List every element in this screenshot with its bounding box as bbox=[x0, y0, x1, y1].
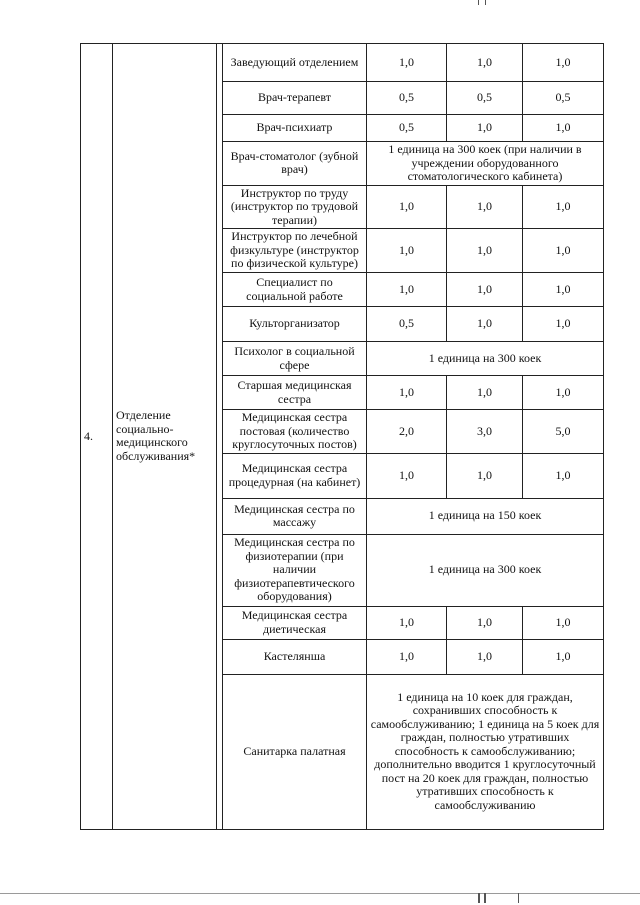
value-cell: 1,0 bbox=[447, 453, 523, 498]
department-name bbox=[113, 44, 217, 830]
value-cell: 1,0 bbox=[367, 606, 447, 639]
value-cell: 1,0 bbox=[523, 307, 604, 342]
position-cell: Врач-стоматолог (зубной врач) bbox=[223, 142, 367, 186]
value-cell: 1,0 bbox=[523, 453, 604, 498]
value-cell: 1,0 bbox=[367, 185, 447, 229]
value-cell: 5,0 bbox=[523, 410, 604, 454]
value-cell: 1,0 bbox=[523, 606, 604, 639]
value-cell: 0,5 bbox=[447, 82, 523, 115]
position-cell: Медицинская сестра постовая (количество круглосуточных постов) bbox=[223, 410, 367, 454]
position-cell: Инструктор по лечебной физкультуре (инструктор по физической культуре) bbox=[223, 229, 367, 273]
scan-mark-top bbox=[478, 0, 479, 5]
value-cell: 1,0 bbox=[447, 307, 523, 342]
note-cell: 1 единица на 300 коек bbox=[367, 534, 604, 606]
value-cell: 1,0 bbox=[523, 185, 604, 229]
value-cell: 1,0 bbox=[447, 606, 523, 639]
position-cell: Медицинская сестра диетическая bbox=[223, 606, 367, 639]
scan-mark-bottom-3 bbox=[518, 893, 519, 903]
position-cell: Культорганизатор bbox=[223, 307, 367, 342]
note-cell: 1 единица на 300 коек (при наличии в учреждении оборудованного стоматологического кабинета) bbox=[367, 142, 604, 186]
department-label: Отделение социально- медицинского обслуживания* bbox=[116, 408, 196, 463]
value-cell: 0,5 bbox=[367, 115, 447, 142]
position-cell: Специалист по социальной работе bbox=[223, 273, 367, 307]
scan-mark-bottom-2 bbox=[484, 893, 486, 903]
position-cell: Врач-терапевт bbox=[223, 82, 367, 115]
value-cell: 3,0 bbox=[447, 410, 523, 454]
value-cell: 1,0 bbox=[447, 229, 523, 273]
value-cell: 1,0 bbox=[367, 453, 447, 498]
value-cell: 1,0 bbox=[447, 273, 523, 307]
position-cell: Заведующий отделением bbox=[223, 44, 367, 82]
position-cell: Психолог в социальной сфере bbox=[223, 342, 367, 376]
position-cell: Медицинская сестра по физиотерапии (при наличии физиотерапевтического оборудования) bbox=[223, 534, 367, 606]
position-cell: Медицинская сестра по массажу bbox=[223, 498, 367, 534]
value-cell: 1,0 bbox=[447, 44, 523, 82]
value-cell: 0,5 bbox=[367, 307, 447, 342]
position-cell: Старшая медицинская сестра bbox=[223, 376, 367, 410]
value-cell: 1,0 bbox=[523, 229, 604, 273]
note-cell: 1 единица на 300 коек bbox=[367, 342, 604, 376]
scan-mark-top-2 bbox=[485, 0, 486, 5]
value-cell: 1,0 bbox=[447, 376, 523, 410]
staffing-table-body bbox=[81, 44, 604, 830]
position-cell: Медицинская сестра процедурная (на кабинет) bbox=[223, 453, 367, 498]
value-cell: 1,0 bbox=[447, 185, 523, 229]
staffing-table bbox=[80, 43, 604, 830]
value-cell: 1,0 bbox=[367, 229, 447, 273]
position-cell: Врач-психиатр bbox=[223, 115, 367, 142]
value-cell: 1,0 bbox=[367, 273, 447, 307]
value-cell: 1,0 bbox=[523, 639, 604, 674]
note-cell: 1 единица на 150 коек bbox=[367, 498, 604, 534]
row-number: 4. bbox=[81, 44, 113, 830]
scan-mark-bottom bbox=[478, 893, 480, 903]
scan-edge-line bbox=[0, 893, 640, 894]
value-cell: 1,0 bbox=[523, 376, 604, 410]
value-cell: 2,0 bbox=[367, 410, 447, 454]
value-cell: 1,0 bbox=[367, 376, 447, 410]
note-cell: 1 единица на 10 коек для граждан, сохранивших способность к самообслуживанию; 1 единица на 5 коек для граждан, полностью утративших способность к самообслуживанию; дополнительно вводится 1 круглосуточный пост на 20 коек для граждан, полностью утративших способность к самообслуживанию bbox=[367, 674, 604, 829]
value-cell: 1,0 bbox=[447, 639, 523, 674]
value-cell: 1,0 bbox=[523, 273, 604, 307]
table-row bbox=[81, 44, 604, 82]
value-cell: 1,0 bbox=[367, 44, 447, 82]
position-cell: Инструктор по труду (инструктор по трудовой терапии) bbox=[223, 185, 367, 229]
value-cell: 0,5 bbox=[523, 82, 604, 115]
position-cell: Санитарка палатная bbox=[223, 674, 367, 829]
value-cell: 1,0 bbox=[447, 115, 523, 142]
value-cell: 0,5 bbox=[367, 82, 447, 115]
position-cell: Кастелянша bbox=[223, 639, 367, 674]
value-cell: 1,0 bbox=[367, 639, 447, 674]
value-cell: 1,0 bbox=[523, 115, 604, 142]
value-cell: 1,0 bbox=[523, 44, 604, 82]
